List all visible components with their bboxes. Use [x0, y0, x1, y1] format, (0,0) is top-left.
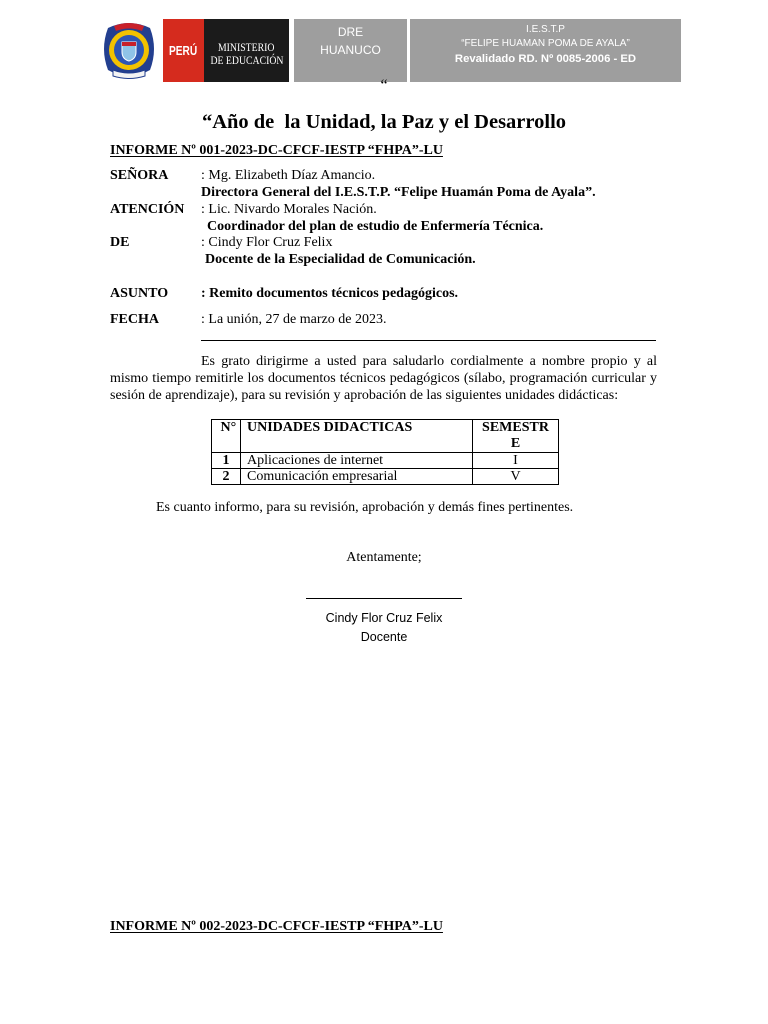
- attention-role: Coordinador del plan de estudio de Enfermería Técnica.: [207, 219, 544, 234]
- table-row: [212, 453, 559, 469]
- next-report-number: INFORME Nº 002-2023-DC-CFCF-IESTP “FHPA”-LU: [110, 919, 443, 934]
- column-header-semester-label: SEMESTRE: [482, 420, 549, 451]
- addressee-name: : Mg. Elizabeth Díaz Amancio.: [201, 168, 376, 183]
- date-label: FECHA: [110, 312, 159, 327]
- sender-label: DE: [110, 235, 130, 250]
- institute-crest-icon: [100, 18, 158, 82]
- peru-logo-box: [163, 19, 204, 82]
- column-header-number-label: N°: [220, 420, 237, 435]
- row-unit-name: Comunicación empresarial: [241, 469, 473, 485]
- ministry-line-2: [204, 51, 289, 69]
- addressee-label: SEÑORA: [110, 168, 169, 183]
- column-header-units: UNIDADES DIDACTICAS: [241, 420, 473, 453]
- farewell: Atentamente;: [346, 550, 422, 565]
- signature-name: Cindy Flor Cruz Felix: [325, 611, 443, 625]
- date-value: : La unión, 27 de marzo de 2023.: [201, 312, 387, 327]
- column-header-number: [212, 420, 241, 453]
- institute-box: [410, 19, 681, 82]
- report-number: INFORME Nº 001-2023-DC-CFCF-IESTP “FHPA”-LU: [110, 143, 443, 158]
- table-row: [212, 469, 559, 485]
- dre-box: [294, 19, 407, 82]
- sender-name: : Cindy Flor Cruz Felix: [201, 235, 333, 250]
- table-header-row: [212, 420, 559, 453]
- signature-line: [306, 598, 462, 599]
- didactic-units-table: [211, 419, 559, 485]
- row-number: 2: [212, 469, 241, 485]
- row-unit-name: Aplicaciones de internet: [241, 453, 473, 469]
- row-semester: V: [473, 469, 559, 485]
- row-number: 1: [212, 453, 241, 469]
- peru-label: PERÚ: [169, 43, 198, 58]
- year-title: “Año de la Unidad, la Paz y el Desarrollo: [201, 111, 567, 133]
- date-underline-rule: [201, 340, 656, 341]
- subject-value: : Remito documentos técnicos pedagógicos.: [201, 286, 459, 301]
- closing-sentence: Es cuanto informo, para su revisión, aprobación y demás fines pertinentes.: [156, 500, 574, 515]
- peru-logo-line: [163, 42, 204, 60]
- subject-label: ASUNTO: [110, 286, 169, 301]
- body-paragraph: Es grato dirigirme a usted para saludarlo cordialmente a nombre propio y al mismo tiempo remitirle los documentos técnicos pedagógicos (sílabo, programación curricular y sesión de aprendizaje), para su revisión y aprobación de las siguientes unidades didácticas:: [110, 354, 657, 403]
- dre-region-label: HUANUCO: [320, 43, 381, 57]
- attention-label: ATENCIÓN: [110, 202, 185, 217]
- dre-label: DRE: [337, 25, 364, 39]
- ministry-label-2: DE EDUCACIÓN: [210, 55, 284, 67]
- crest-shield-band: [122, 42, 136, 46]
- attention-name: : Lic. Nivardo Morales Nación.: [201, 202, 377, 217]
- institute-name: “FELIPE HUAMAN POMA DE AYALA”: [461, 38, 630, 49]
- ministry-logo-box: [204, 19, 289, 82]
- ministry-label-1: MINISTERIO: [218, 42, 275, 54]
- row-semester: I: [473, 453, 559, 469]
- institute-resolution: Revalidado RD. Nº 0085-2006 - ED: [454, 53, 637, 65]
- institute-acronym: I.E.S.T.P: [526, 24, 565, 35]
- stray-quote-mark: “: [380, 77, 388, 94]
- column-header-semester: [473, 420, 559, 453]
- signature-title: Docente: [360, 630, 408, 644]
- addressee-role: Directora General del I.E.S.T.P. “Felipe Huamán Poma de Ayala”.: [201, 185, 596, 200]
- sender-role: Docente de la Especialidad de Comunicación.: [205, 252, 476, 267]
